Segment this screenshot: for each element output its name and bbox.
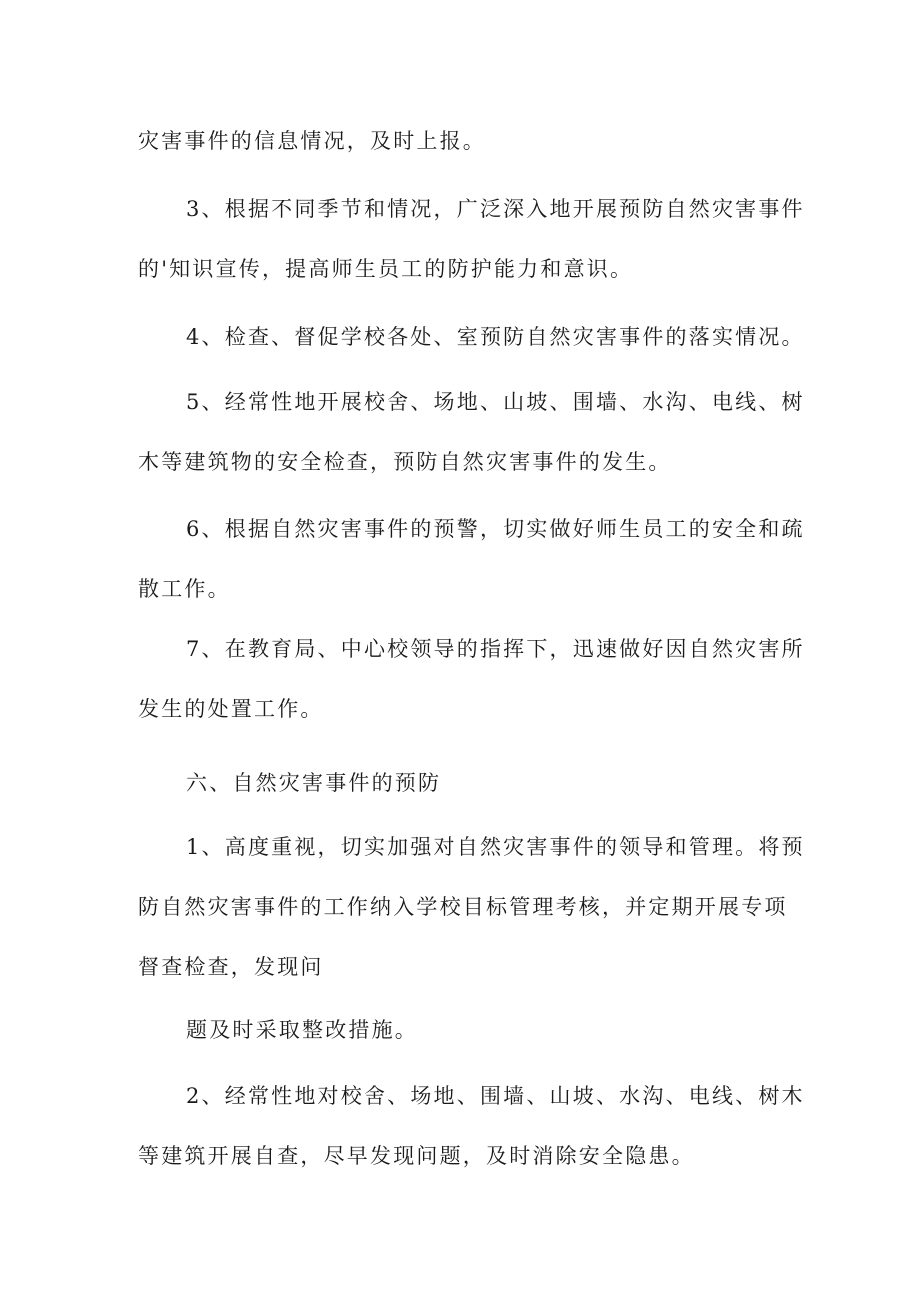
- text-line: 5、经常性地开展校舍、场地、山坡、围墙、水沟、电线、树: [186, 390, 805, 414]
- text-line: 6、根据自然灾害事件的预警，切实做好师生员工的安全和疏: [186, 517, 805, 541]
- text-line: 题及时采取整改措施。: [186, 1018, 418, 1042]
- text-line: 4、检查、督促学校各处、室预防自然灾害事件的落实情况。: [186, 325, 805, 349]
- text-line: 发生的处置工作。: [138, 697, 324, 721]
- text-line: 的'知识宣传，提高师生员工的防护能力和意识。: [138, 257, 634, 281]
- text-line: 1、高度重视，切实加强对自然灾害事件的领导和管理。将预: [186, 835, 805, 859]
- text-line: 散工作。: [138, 577, 231, 601]
- section-heading: 六、自然灾害事件的预防: [186, 771, 442, 795]
- text-line: 灾害事件的信息情况，及时上报。: [138, 129, 486, 153]
- text-line: 7、在教育局、中心校领导的指挥下，迅速做好因自然灾害所: [186, 637, 805, 661]
- text-line: 防自然灾害事件的工作纳入学校目标管理考核，并定期开展专项: [138, 895, 788, 919]
- text-line: 木等建筑物的安全检查，预防自然灾害事件的发生。: [138, 450, 672, 474]
- text-line: 3、根据不同季节和情况，广泛深入地开展预防自然灾害事件: [186, 197, 805, 221]
- text-line: 2、经常性地对校舍、场地、围墙、山坡、水沟、电线、树木: [186, 1084, 805, 1108]
- text-line: 督查检查，发现问: [138, 955, 324, 979]
- text-line: 等建筑开展自查，尽早发现问题，及时消除安全隐患。: [138, 1144, 695, 1168]
